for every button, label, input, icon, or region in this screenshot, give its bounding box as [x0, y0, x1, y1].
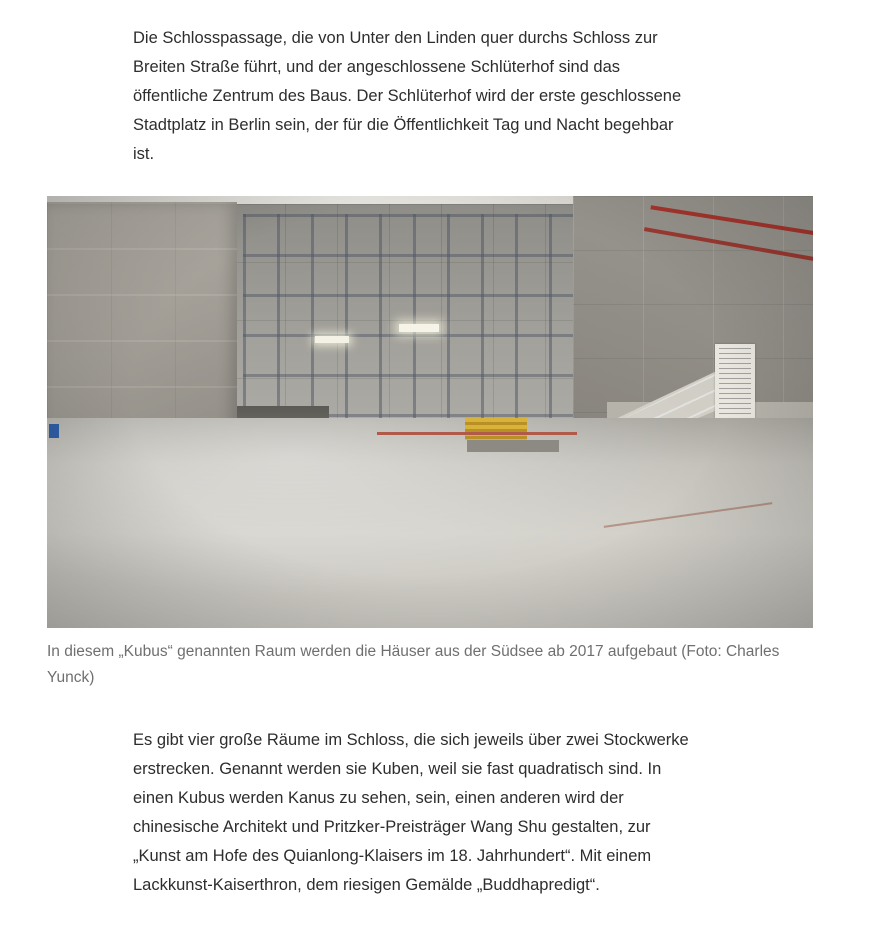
photo-blue-marker: [49, 424, 59, 438]
article-paragraph-bottom: Es gibt vier große Räume im Schloss, die sich jeweils über zwei Stockwerke erstrecken. Genannt werden sie Kuben, weil sie fast quadratisch sind. In einen Kubus werden Kanus zu sehen, sein, einen anderen wird der chinesische Architekt und Pritzker-Preisträger Wang Shu gestalten, zur „Kunst am Hofe des Quianlong-Klaisers im 18. Jahrhundert“. Mit einem Lackkunst-Kaiserthron, dem riesigen Gemälde „Buddhapredigt“.: [133, 731, 689, 894]
photo-work-light-left: [315, 336, 349, 343]
figure-caption: In diesem „Kubus“ genannten Raum werden die Häuser aus der Südsee ab 2017 aufgebaut (Foto: Charles Yunck): [47, 643, 780, 686]
photo-floor: [47, 418, 813, 628]
article-figure: [47, 196, 813, 691]
construction-interior-photo: [47, 196, 813, 628]
photo-work-light-center: [399, 324, 439, 332]
photo-safety-barrier: [377, 432, 577, 435]
article-paragraph-top: Die Schlosspassage, die von Unter den Linden quer durchs Schloss zur Breiten Straße führt, und der angeschlossene Schlüterhof sind das öffentliche Zentrum des Baus. Der Schlüterhof wird der erste geschlossene Stadtplatz in Berlin sein, der für die Öffentlichkeit Tag und Nacht begehbar ist.: [133, 29, 682, 163]
photo-pallet: [467, 440, 559, 452]
photo-yellow-material-stack: [465, 418, 527, 440]
